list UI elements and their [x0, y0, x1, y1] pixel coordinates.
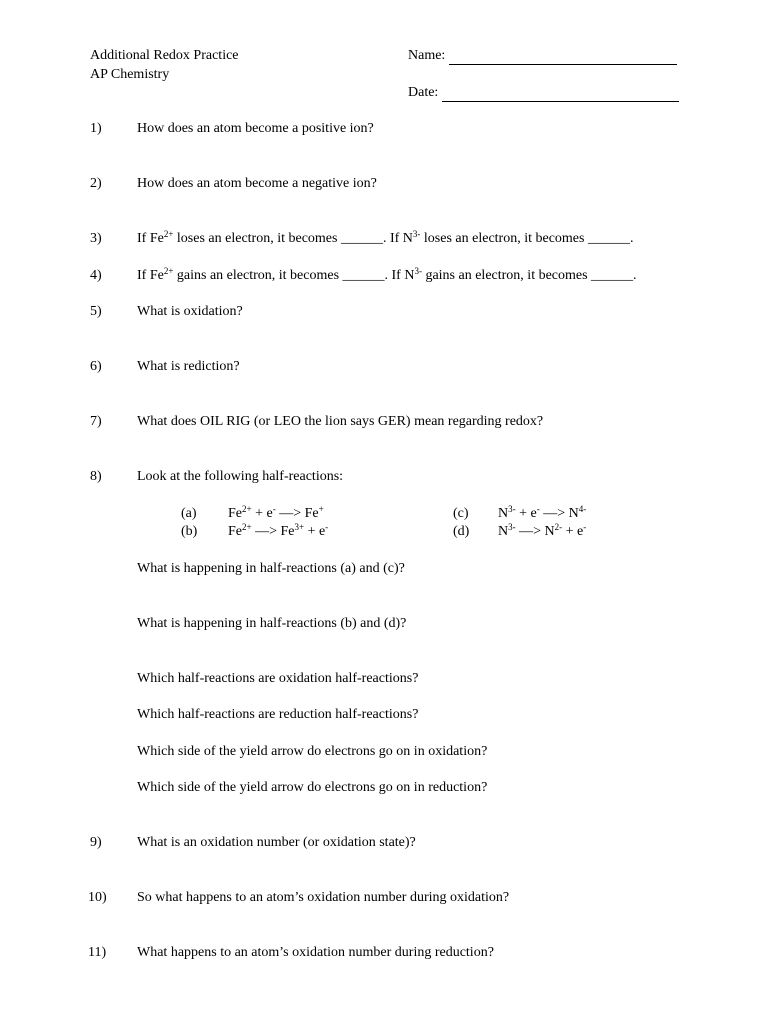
question-number: 6) — [90, 359, 102, 374]
question-number: 4) — [90, 268, 102, 283]
name-label: Name: — [408, 48, 446, 63]
question-text: Look at the following half-reactions: — [137, 469, 344, 484]
question-number: 5) — [90, 304, 102, 319]
reaction-label-a: (a) — [181, 506, 197, 521]
question-number: 7) — [90, 414, 102, 429]
reaction-label-c: (c) — [453, 506, 469, 521]
date-label: Date: — [408, 85, 439, 100]
reaction-label-b: (b) — [181, 524, 198, 539]
question-number: 9) — [90, 835, 102, 850]
reaction-label-d: (d) — [453, 524, 470, 539]
question-number: 10) — [88, 890, 107, 905]
course-name: AP Chemistry — [90, 67, 170, 82]
date-blank[interactable] — [442, 85, 679, 102]
question-text: What is oxidation? — [137, 304, 243, 319]
question-text: If $Fe^{2+}$ loses an electron, it becomes ______. If $N^{3-}$ loses an electron, it becomes ______. — [137, 229, 634, 246]
question-number: 3) — [90, 231, 102, 246]
question-text: What is rediction? — [137, 359, 240, 374]
worksheet-title: Additional Redox Practice — [90, 48, 239, 63]
date-field[interactable] — [408, 85, 679, 102]
question-text: What does OIL RIG (or LEO the lion says GER) mean regarding redox? — [137, 414, 544, 429]
question-number: 11) — [88, 945, 107, 960]
name-blank[interactable] — [449, 48, 677, 65]
sub-question: Which half-reactions are reduction half-reactions? — [137, 707, 419, 722]
name-field[interactable] — [408, 48, 677, 65]
sub-question: Which side of the yield arrow do electrons go on in oxidation? — [137, 744, 488, 759]
question-text: What happens to an atom’s oxidation number during reduction? — [137, 945, 494, 960]
question-number: 1) — [90, 121, 102, 136]
sub-question: Which half-reactions are oxidation half-reactions? — [137, 671, 419, 686]
question-number: 8) — [90, 469, 102, 484]
half-reaction-d: $N^{3-}$ —> $N^{2-} + e^-$ — [498, 522, 587, 539]
question-text: So what happens to an atom’s oxidation number during oxidation? — [137, 890, 510, 905]
half-reaction-c: $N^{3-} + e^-$ —> $N^{4-}$ — [498, 504, 587, 521]
question-text: How does an atom become a positive ion? — [137, 121, 374, 136]
question-number: 2) — [90, 176, 102, 191]
question-text: What is an oxidation number (or oxidation state)? — [137, 835, 416, 850]
sub-question: What is happening in half-reactions (a) and (c)? — [137, 561, 405, 576]
question-text: If $Fe^{2+}$ gains an electron, it becomes ______. If $N^{3-}$ gains an electron, it becomes ______. — [137, 266, 637, 283]
sub-question: What is happening in half-reactions (b) and (d)? — [137, 616, 407, 631]
half-reaction-b: $Fe^{2+}$ —> $Fe^{3+} + e^-$ — [228, 522, 329, 539]
question-text: How does an atom become a negative ion? — [137, 176, 377, 191]
sub-question: Which side of the yield arrow do electrons go on in reduction? — [137, 780, 488, 795]
half-reaction-a: $Fe^{2+} + e^-$ —> Fe+ — [228, 504, 324, 521]
